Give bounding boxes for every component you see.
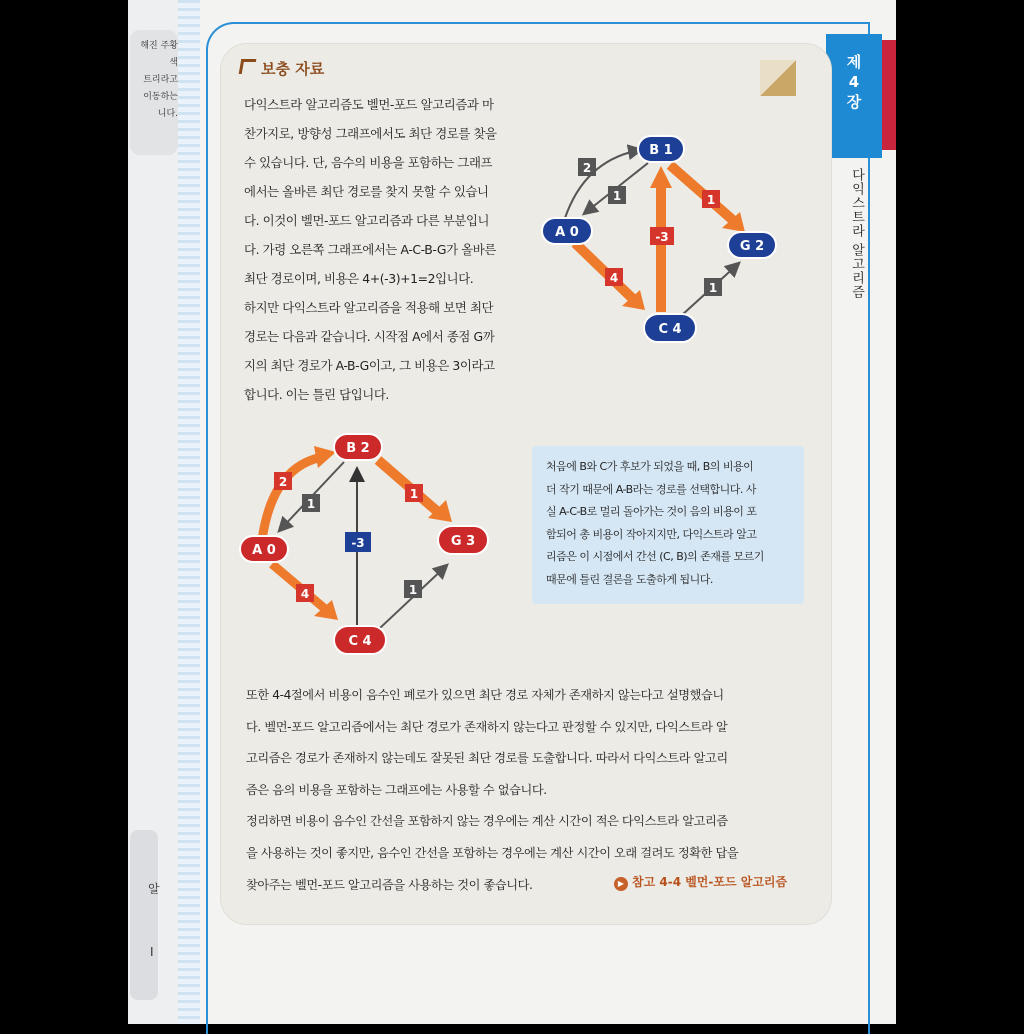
- svg-text:A 0: A 0: [252, 543, 276, 558]
- edge-a-b-head: [314, 446, 336, 468]
- svg-text:4: 4: [300, 587, 310, 601]
- callout-text: 처음에 B와 C가 후보가 되었을 때, B의 비용이 더 작기 때문에 A-B라는 경로를 선택합니다. 사 실 A-C-B로 멀리 돌아가는 것이 음의 비용이 포 함되어 총 비용이 작아지지만, 다익스트라 알고 리즘은 이 시점에서 간선 (C, B)의 존재를 모르기 때문에 틀린 결론을 도출하게 됩니다.: [546, 460, 764, 586]
- svg-text:1: 1: [612, 189, 622, 203]
- weight-label: [274, 472, 292, 490]
- left-page-text: 해진 주황색 트리라고 이동하는 니다.: [140, 41, 178, 119]
- node-a: [240, 536, 288, 562]
- svg-text:4: 4: [609, 271, 619, 285]
- svg-text:1: 1: [409, 487, 419, 501]
- svg-text:1: 1: [306, 497, 316, 511]
- paragraph-conclusion: 또한 4-4절에서 비용이 음수인 폐로가 있으면 최단 경로 자체가 존재하지 않는다고 설명했습니 다. 벨먼-포드 알고리즘에서는 최단 경로가 존재하지 않는다고 판정할 수 있지만, 다익스트라 알 고리즘은 경로가 존재하지 않는데도 잘못된 최단 경로를 도출합니다. 따라서 다익스트라 알고리 즘은 음의 비용을 포함하는 그래프에는 사용할 수 없습니다. 정리하면 비용이 음수인 간선을 포함하지 않는 경우에는 계산 시간이 적은 다익스트라 알고리즘 을 사용하는 것이 좋지만, 음수인 간선을 포함하는 경우에는 계산 시간이 오래 걸려도 정확한 답을 찾아주는 벨먼-포드 알고리즘을 사용하는 것이 좋습니다.: [246, 688, 739, 892]
- svg-text:C 4: C 4: [658, 322, 682, 337]
- svg-text:G 3: G 3: [450, 534, 476, 549]
- svg-text:1: 1: [408, 583, 418, 597]
- supplement-title: 보충 자료: [240, 58, 324, 79]
- paragraph-intro: 다익스트라 알고리즘도 벨먼-포드 알고리즘과 마 찬가지로, 방향성 그래프에서도 최단 경로를 찾을 수 있습니다. 단, 음수의 비용을 포함하는 그래프 에서는 올바른 최단 경로를 찾지 못할 수 있습니 다. 이것이 벨먼-포드 알고리즘과 다른 부분입니 다. 가령 오른쪽 그래프에서는 A-C-B-G가 올바른 최단 경로이며, 비용은 4+(-3)+1=2입니다. 하지만 다익스트라 알고리즘을 적용해 보면 최단 경로는 다음과 같습니다. 시작점 A에서 종점 G까 지의 최단 경로가 A-B-G이고, 그 비용은 3이라고 합니다. 이는 틀린 답입니다.: [244, 97, 497, 402]
- svg-text:B 2: B 2: [346, 441, 370, 456]
- svg-text:G 2: G 2: [739, 239, 765, 254]
- svg-text:2: 2: [582, 161, 592, 175]
- svg-text:-3: -3: [351, 536, 365, 550]
- node-g: [438, 526, 488, 554]
- left-page-char: 알: [148, 882, 160, 896]
- svg-text:1: 1: [708, 281, 718, 295]
- reference-link[interactable]: ▶ 참고 4-4 벨먼-포드 알고리즘: [614, 873, 787, 891]
- svg-text:-3: -3: [655, 230, 669, 244]
- chapter-name: 다익스트라 알고리즘: [849, 168, 864, 300]
- weight-label: [405, 484, 423, 502]
- weight-label: [404, 580, 422, 598]
- weight-label: [296, 584, 314, 602]
- left-page-char: I: [150, 945, 154, 959]
- node-b: [334, 434, 382, 460]
- svg-text:B 1: B 1: [649, 143, 673, 158]
- svg-text:A 0: A 0: [555, 225, 579, 240]
- weight-label: [302, 494, 320, 512]
- weight-label: [345, 532, 371, 552]
- svg-text:C 4: C 4: [348, 634, 372, 649]
- svg-text:2: 2: [278, 475, 288, 489]
- chapter-tab: 제 4 장: [826, 34, 882, 158]
- node-c: [334, 626, 386, 654]
- svg-text:1: 1: [706, 193, 716, 207]
- play-icon: ▶: [614, 877, 628, 891]
